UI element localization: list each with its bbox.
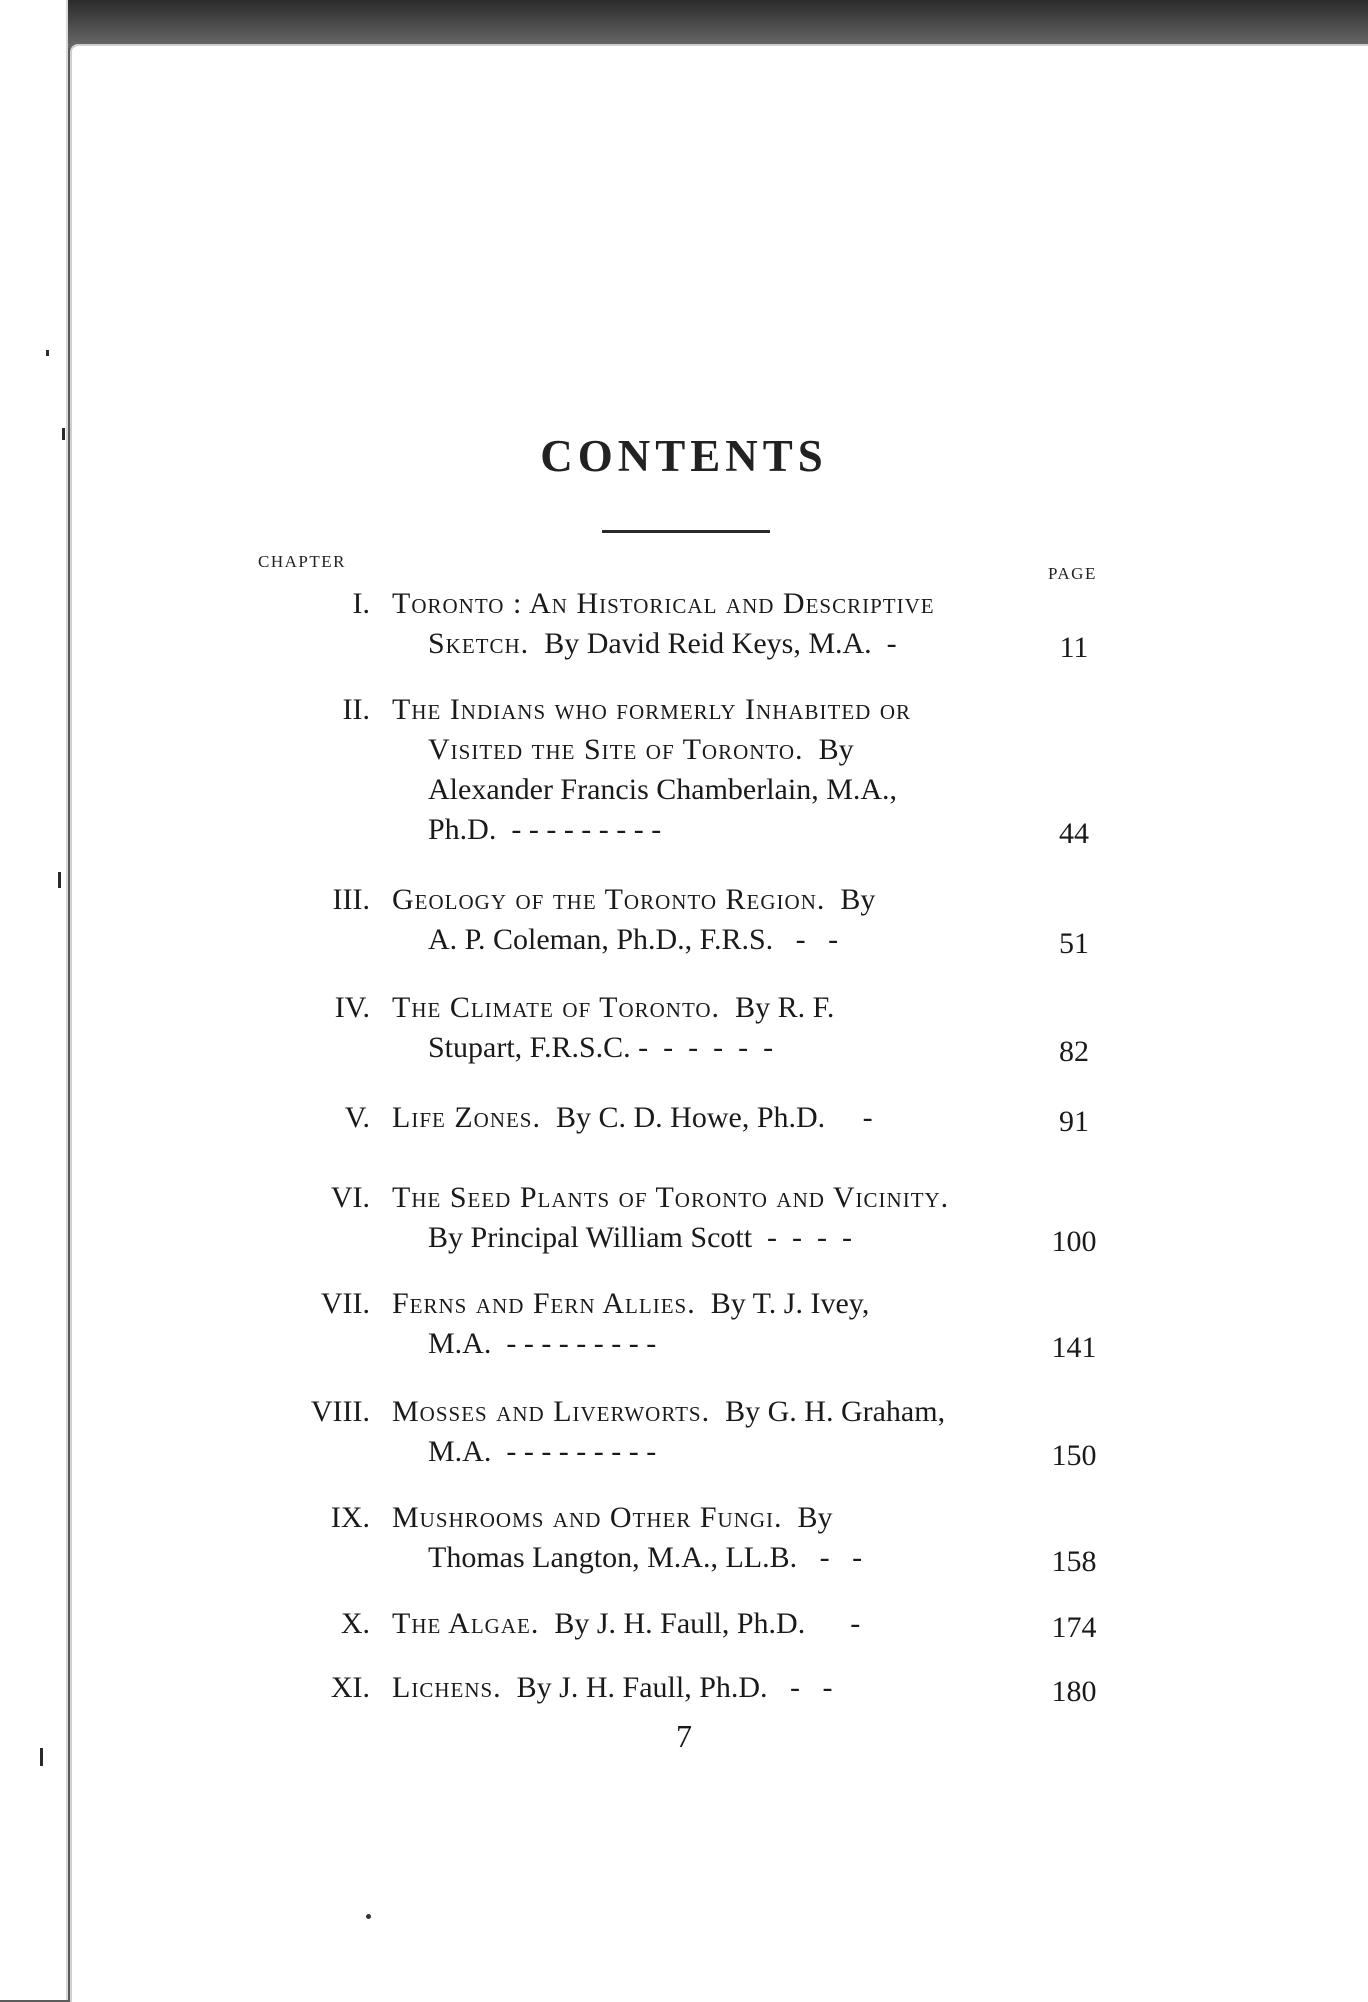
page-number: 7 [676,1718,692,1754]
title-line [392,1538,1022,1578]
chapter-number: VI. [330,1181,370,1214]
title-line [392,1392,1022,1432]
page-reference: 180 [1051,1675,1097,1708]
chapter-number: II. [342,693,370,726]
chapter-number: VIII. [310,1395,370,1428]
title-line [392,1028,1022,1068]
facing-page-edge [0,0,68,2000]
author-text: By C. D. Howe, Ph.D. - [541,1101,873,1134]
title-line [392,730,1022,770]
author-text: By R. F. [720,991,835,1024]
scan-top-shadow [66,0,1368,48]
chapter-number: X. [340,1607,370,1640]
author-text: By Principal William Scott - - - - [428,1221,853,1254]
chapter-number: VII. [320,1287,370,1320]
chapter-title [392,1284,1022,1364]
chapter-heading-text: The Algae. [392,1607,540,1640]
author-text: By [825,883,876,916]
chapter-title [392,1098,1022,1138]
chapter-heading-text: Visited the Site of Toronto. [428,733,804,766]
title-line [392,988,1022,1028]
scan-mark [46,350,49,356]
chapter-title [392,1178,1022,1258]
title-line [392,1178,1022,1218]
page-column-header: PAGE [1048,564,1097,583]
author-text: By G. H. Graham, [710,1395,946,1428]
title-line [392,920,1022,960]
author-text: By J. H. Faull, Ph.D. - [539,1607,861,1640]
author-text: Alexander Francis Chamberlain, M.A., [428,773,898,806]
chapter-number: XI. [330,1671,370,1704]
chapter-title [392,1392,1022,1472]
chapter-number: V. [344,1101,370,1134]
page-reference: 150 [1051,1439,1097,1472]
chapter-title [392,1604,1022,1644]
title-line [392,1604,1022,1644]
page-title: CONTENTS [540,431,828,481]
chapter-heading-text: Ferns and Fern Allies. [392,1287,696,1320]
scan-speck [366,1914,371,1919]
chapter-heading-text: Mushrooms and Other Fungi. [392,1501,783,1534]
scan-mark [58,872,61,888]
author-text: M.A. - - - - - - - - - [428,1327,657,1360]
title-line [392,810,1022,850]
title-line [392,770,1022,810]
title-line [392,1498,1022,1538]
page-reference: 141 [1051,1331,1097,1364]
title-line [392,1098,1022,1138]
chapter-heading-text: Toronto : An Historical and Descriptive [392,587,935,620]
chapter-title [392,988,1022,1068]
title-line [392,1432,1022,1472]
title-rule [602,530,770,533]
page-reference: 82 [1059,1035,1089,1068]
chapter-heading-text: The Climate of Toronto. [392,991,721,1024]
author-text: A. P. Coleman, Ph.D., F.R.S. - - [428,923,839,956]
chapter-heading-text: Geology of the Toronto Region. [392,883,826,916]
title-line [392,1668,1022,1708]
title-line [392,584,1022,624]
author-text: Stupart, F.R.S.C. - - - - - - [428,1031,774,1064]
page-reference: 100 [1051,1225,1097,1258]
chapter-heading-text: Sketch. [428,627,530,660]
title-line [392,1284,1022,1324]
page-reference: 51 [1059,927,1089,960]
chapter-number: IX. [330,1501,370,1534]
chapter-heading-text: Lichens. [392,1671,502,1704]
title-line [392,690,1022,730]
chapter-title [392,1498,1022,1578]
title-line [392,1324,1022,1364]
page-reference: 91 [1059,1105,1089,1138]
chapter-title [392,584,1022,664]
title-line [392,1218,1022,1258]
chapter-heading-text: Mosses and Liverworts. [392,1395,711,1428]
title-line [392,624,1022,664]
title-line [392,880,1022,920]
author-text: Ph.D. - - - - - - - - - [428,813,662,846]
chapter-title [392,690,1022,850]
page-reference: 158 [1051,1545,1097,1578]
author-text: M.A. - - - - - - - - - [428,1435,657,1468]
chapter-number: IV. [334,991,370,1024]
page-reference: 174 [1051,1611,1097,1644]
chapter-title [392,1668,1022,1708]
chapter-column-header: CHAPTER [258,552,346,571]
author-text: By J. H. Faull, Ph.D. - - [501,1671,833,1704]
chapter-heading-text: The Seed Plants of Toronto and Vicinity. [392,1181,950,1214]
author-text: By T. J. Ivey, [695,1287,870,1320]
author-text: By [803,733,854,766]
page-reference: 11 [1059,631,1089,664]
author-text: By [782,1501,833,1534]
chapter-title [392,880,1022,960]
page-reference: 44 [1059,817,1089,850]
chapter-number: III. [332,883,370,916]
author-text: Thomas Langton, M.A., LL.B. - - [428,1541,863,1574]
chapter-heading-text: Life Zones. [392,1101,541,1134]
author-text: By David Reid Keys, M.A. - [529,627,897,660]
chapter-number: I. [352,587,370,620]
chapter-heading-text: The Indians who formerly Inhabited or [392,693,912,726]
